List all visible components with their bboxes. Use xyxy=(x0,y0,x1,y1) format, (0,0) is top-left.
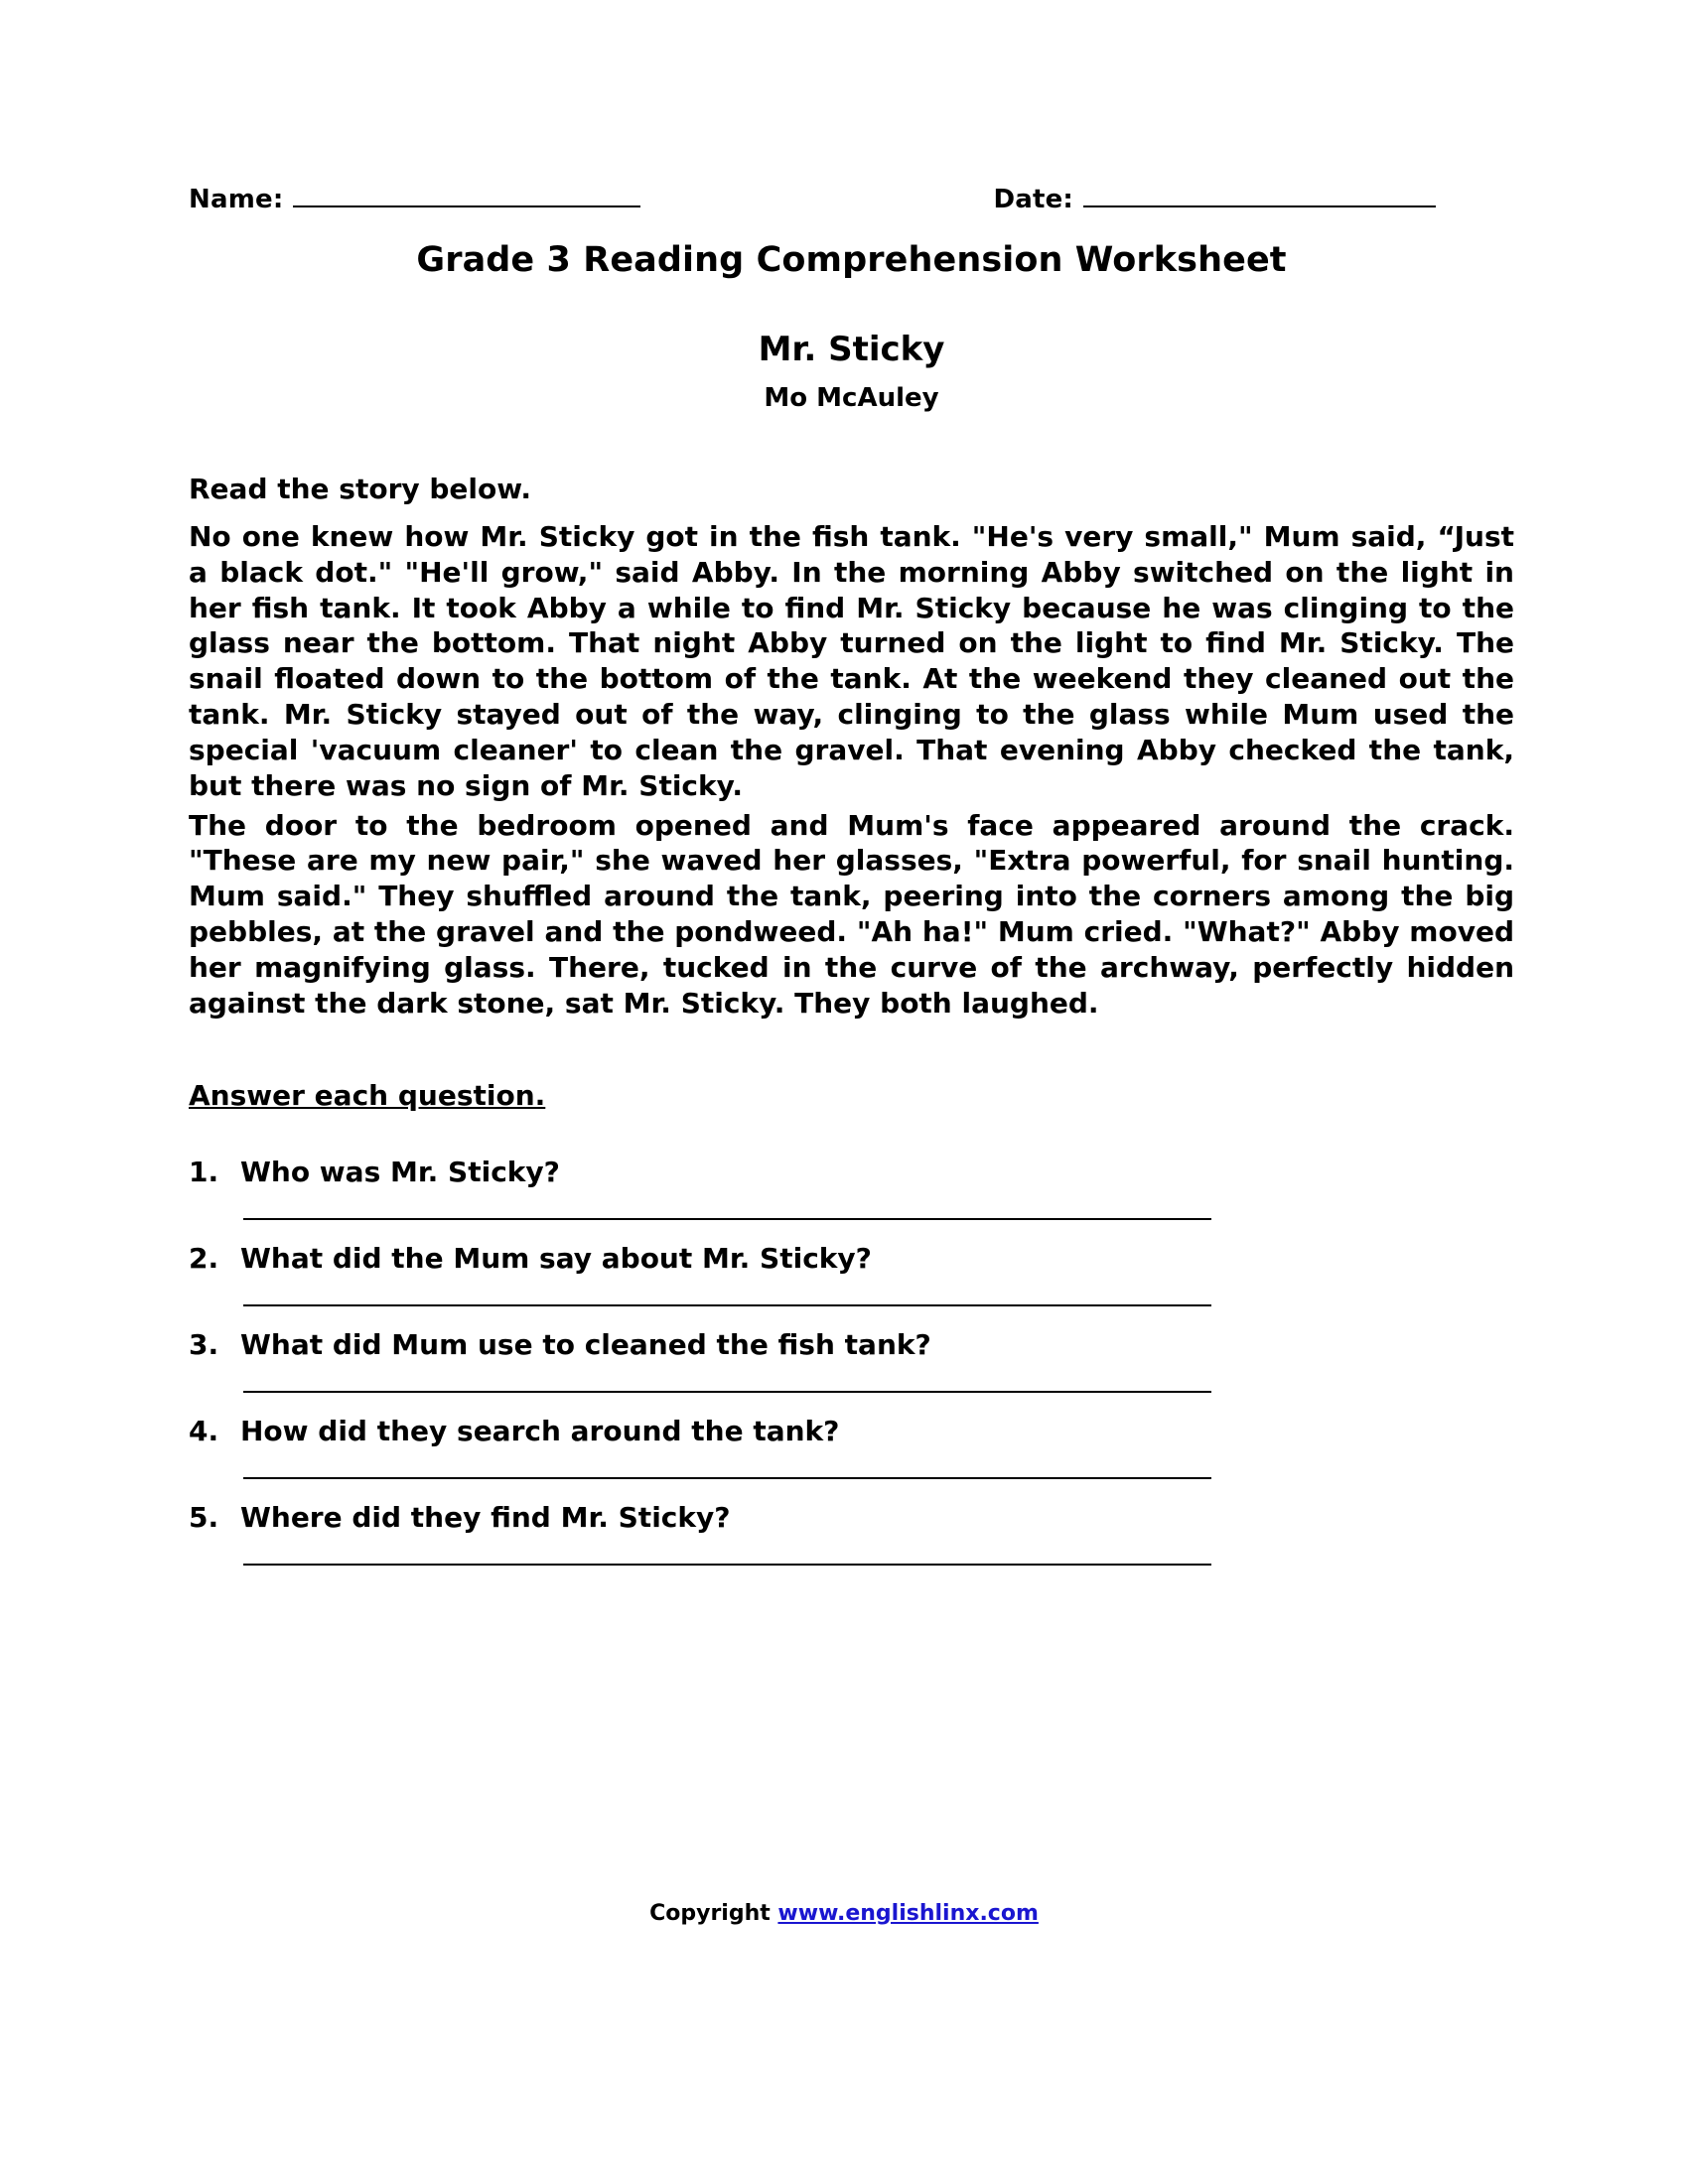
name-input-line[interactable] xyxy=(293,184,640,207)
answer-line[interactable] xyxy=(243,1564,1211,1566)
question-item xyxy=(189,1306,1514,1393)
question-text: What did the Mum say about Mr. Sticky? xyxy=(240,1241,872,1275)
question-item xyxy=(189,1393,1514,1479)
date-label: Date: xyxy=(993,185,1074,214)
name-date-row xyxy=(189,184,1514,214)
read-instruction: Read the story below. xyxy=(189,473,531,505)
question-item xyxy=(189,1479,1514,1566)
question-text: How did they search around the tank? xyxy=(240,1414,840,1447)
question-text: Who was Mr. Sticky? xyxy=(240,1155,560,1188)
question-text: Where did they find Mr. Sticky? xyxy=(240,1500,731,1534)
questions-list xyxy=(189,1134,1514,1566)
question-number: 4. xyxy=(189,1414,219,1447)
question-item xyxy=(189,1134,1514,1220)
question-item xyxy=(189,1220,1514,1306)
copyright-link[interactable]: www.englishlinx.com xyxy=(777,1901,1039,1926)
story-author: Mo McAuley xyxy=(764,383,939,413)
story-paragraph-2: The door to the bedroom opened and Mum's face appeared around the crack. "These are my new pair," she waved her glasses, "Extra powerful, for snail hunting. Mum said." They shuffled around the tank, peering into the corners among the big pebbles, at the gravel and the pondweed. "Ah ha!" Mum cried. "What?" Abby moved her magnifying glass. There, tucked in the curve of the archway, perfectly hidden against the dark stone, sat Mr. Sticky. They both laughed. xyxy=(189,808,1514,1020)
question-number: 5. xyxy=(189,1500,219,1534)
page-title: Grade 3 Reading Comprehension Worksheet xyxy=(416,240,1287,280)
date-input-line[interactable] xyxy=(1083,184,1436,207)
copyright-label: Copyright xyxy=(649,1901,778,1926)
date-group xyxy=(993,184,1436,214)
footer xyxy=(0,1901,1688,1926)
story-title: Mr. Sticky xyxy=(758,330,945,369)
question-number: 1. xyxy=(189,1155,219,1188)
question-text: What did Mum use to cleaned the fish tank? xyxy=(240,1327,931,1361)
story-paragraph-1: No one knew how Mr. Sticky got in the fish tank. "He's very small," Mum said, “Just a black dot." "He'll grow," said Abby. In the morning Abby switched on the light in her fish tank. It took Abby a while to find Mr. Sticky because he was clinging to the glass near the bottom. That night Abby turned on the light to find Mr. Sticky. The snail floated down to the bottom of the tank. At the weekend they cleaned out the tank. Mr. Sticky stayed out of the way, clinging to the glass while Mum used the special 'vacuum cleaner' to clean the gravel. That evening Abby checked the tank, but there was no sign of Mr. Sticky. xyxy=(189,520,1514,802)
name-group xyxy=(189,184,640,214)
question-number: 3. xyxy=(189,1327,219,1361)
question-number: 2. xyxy=(189,1241,219,1275)
answer-instruction: Answer each question. xyxy=(189,1078,546,1112)
name-label: Name: xyxy=(189,185,284,214)
